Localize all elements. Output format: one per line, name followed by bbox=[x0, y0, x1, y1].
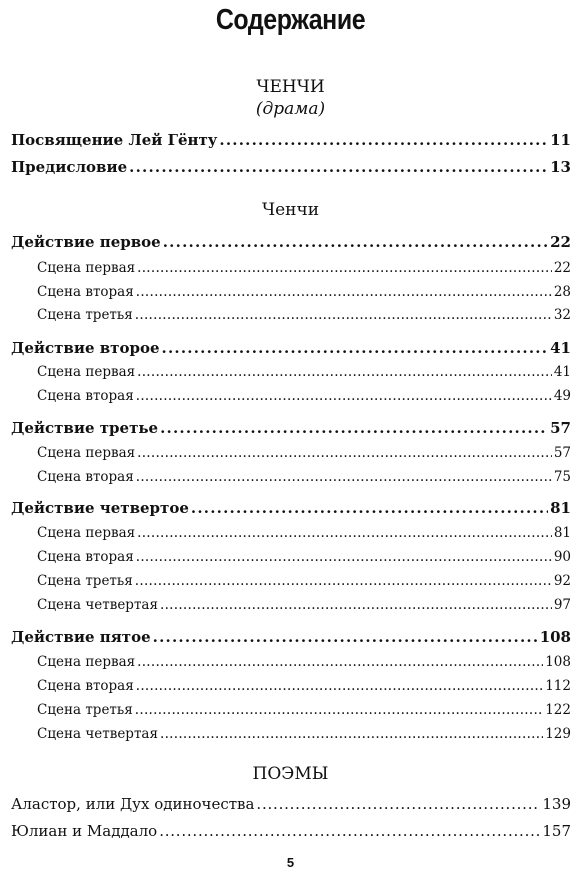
toc-entry-label: Сцена первая bbox=[37, 260, 136, 276]
toc-entry-dedication[interactable] bbox=[11, 128, 571, 152]
toc-entry-act-4[interactable] bbox=[11, 496, 571, 520]
toc-entry-label: Сцена первая bbox=[37, 364, 136, 380]
dot-leader bbox=[136, 547, 552, 567]
toc-entry-act-4-scene-4[interactable] bbox=[37, 595, 571, 615]
dot-leader bbox=[160, 595, 552, 615]
toc-entry-preface[interactable] bbox=[11, 155, 571, 179]
toc-entry-act-1-scene-1[interactable] bbox=[37, 258, 571, 278]
toc-entry-act-2-scene-2[interactable] bbox=[37, 386, 571, 406]
toc-entry-act-5-scene-2[interactable] bbox=[37, 676, 571, 696]
page-number: 5 bbox=[286, 855, 295, 870]
dot-leader bbox=[219, 128, 548, 152]
dot-leader bbox=[160, 416, 548, 440]
toc-entry-label: Действие пятое bbox=[11, 628, 151, 646]
toc-entry-act-5-scene-4[interactable] bbox=[37, 724, 571, 744]
toc-entry-act-3-scene-2[interactable] bbox=[37, 467, 571, 487]
toc-entry-page: 57 bbox=[550, 419, 571, 437]
toc-entry-label: Предисловие bbox=[11, 158, 128, 176]
toc-entry-label: Сцена четвертая bbox=[37, 726, 158, 742]
toc-entry-page: 49 bbox=[553, 388, 571, 404]
toc-entry-act-5-scene-1[interactable] bbox=[37, 652, 571, 672]
section-subheading-drama: (драма) bbox=[255, 99, 326, 119]
toc-entry-page: 22 bbox=[553, 260, 571, 276]
toc-entry-label: Сцена вторая bbox=[37, 549, 134, 565]
toc-entry-page: 139 bbox=[542, 795, 571, 813]
toc-entry-label: Посвящение Лей Гёнту bbox=[11, 131, 218, 149]
toc-entry-page: 57 bbox=[553, 445, 571, 461]
toc-entry-label: Сцена четвертая bbox=[37, 597, 158, 613]
toc-entry-page: 13 bbox=[550, 158, 571, 176]
toc-entry-act-5-scene-3[interactable] bbox=[37, 700, 571, 720]
toc-entry-page: 108 bbox=[539, 628, 571, 646]
toc-entry-label: Сцена первая bbox=[37, 525, 136, 541]
toc-entry-label: Сцена третья bbox=[37, 573, 133, 589]
toc-entry-label: Действие четвертое bbox=[11, 499, 189, 517]
dot-leader bbox=[129, 155, 548, 179]
toc-entry-label: Юлиан и Маддало bbox=[11, 822, 158, 840]
toc-entry-label: Сцена вторая bbox=[37, 388, 134, 404]
toc-entry-page: 28 bbox=[553, 284, 571, 300]
toc-entry-label: Действие первое bbox=[11, 233, 161, 251]
toc-entry-page: 81 bbox=[550, 499, 571, 517]
dot-leader bbox=[160, 724, 543, 744]
dot-leader bbox=[163, 230, 548, 254]
toc-entry-julian-and-maddalo[interactable] bbox=[11, 819, 571, 843]
section-heading-cenci-play: Ченчи bbox=[261, 200, 320, 220]
dot-leader bbox=[137, 652, 543, 672]
toc-entry-label: Аластор, или Дух одиночества bbox=[11, 795, 255, 813]
toc-entry-label: Сцена вторая bbox=[37, 469, 134, 485]
toc-entry-page: 11 bbox=[550, 131, 571, 149]
toc-entry-page: 92 bbox=[553, 573, 571, 589]
dot-leader bbox=[136, 282, 552, 302]
toc-entry-label: Сцена третья bbox=[37, 307, 133, 323]
dot-leader bbox=[137, 258, 552, 278]
toc-entry-page: 129 bbox=[545, 726, 571, 742]
toc-entry-page: 112 bbox=[545, 678, 571, 694]
dot-leader bbox=[153, 625, 538, 649]
toc-entry-act-1[interactable] bbox=[11, 230, 571, 254]
toc-entry-label: Сцена вторая bbox=[37, 678, 134, 694]
dot-leader bbox=[137, 523, 552, 543]
toc-entry-label: Действие второе bbox=[11, 339, 160, 357]
section-heading-poems: ПОЭМЫ bbox=[252, 764, 329, 784]
dot-leader bbox=[191, 496, 548, 520]
toc-entry-act-4-scene-3[interactable] bbox=[37, 571, 571, 591]
toc-entry-label: Сцена первая bbox=[37, 445, 136, 461]
toc-entry-page: 22 bbox=[550, 233, 571, 251]
toc-entry-act-5[interactable] bbox=[11, 625, 571, 649]
toc-entry-label: Сцена первая bbox=[37, 654, 136, 670]
toc-entry-act-2-scene-1[interactable] bbox=[37, 362, 571, 382]
dot-leader bbox=[136, 467, 552, 487]
toc-entry-page: 90 bbox=[553, 549, 571, 565]
toc-entry-page: 97 bbox=[553, 597, 571, 613]
dot-leader bbox=[135, 305, 552, 325]
dot-leader bbox=[137, 443, 552, 463]
toc-entry-alastor[interactable] bbox=[11, 792, 571, 816]
toc-entry-act-4-scene-1[interactable] bbox=[37, 523, 571, 543]
toc-entry-page: 75 bbox=[553, 469, 571, 485]
toc-entry-page: 32 bbox=[553, 307, 571, 323]
toc-entry-act-3[interactable] bbox=[11, 416, 571, 440]
toc-entry-act-1-scene-3[interactable] bbox=[37, 305, 571, 325]
dot-leader bbox=[136, 386, 552, 406]
toc-entry-label: Действие третье bbox=[11, 419, 159, 437]
toc-entry-page: 81 bbox=[553, 525, 571, 541]
toc-entry-page: 41 bbox=[553, 364, 571, 380]
dot-leader bbox=[162, 336, 549, 360]
page-title: Содержание bbox=[215, 4, 366, 36]
dot-leader bbox=[135, 700, 543, 720]
toc-entry-page: 122 bbox=[545, 702, 571, 718]
toc-entry-page: 157 bbox=[542, 822, 571, 840]
toc-entry-act-4-scene-2[interactable] bbox=[37, 547, 571, 567]
section-heading-cenci: ЧЕНЧИ bbox=[256, 77, 325, 97]
toc-entry-act-1-scene-2[interactable] bbox=[37, 282, 571, 302]
dot-leader bbox=[256, 792, 540, 816]
toc-entry-page: 108 bbox=[545, 654, 571, 670]
dot-leader bbox=[136, 676, 543, 696]
toc-entry-label: Сцена третья bbox=[37, 702, 133, 718]
dot-leader bbox=[159, 819, 540, 843]
toc-entry-page: 41 bbox=[550, 339, 571, 357]
toc-entry-label: Сцена вторая bbox=[37, 284, 134, 300]
dot-leader bbox=[135, 571, 552, 591]
toc-entry-act-2[interactable] bbox=[11, 336, 571, 360]
dot-leader bbox=[137, 362, 552, 382]
toc-entry-act-3-scene-1[interactable] bbox=[37, 443, 571, 463]
